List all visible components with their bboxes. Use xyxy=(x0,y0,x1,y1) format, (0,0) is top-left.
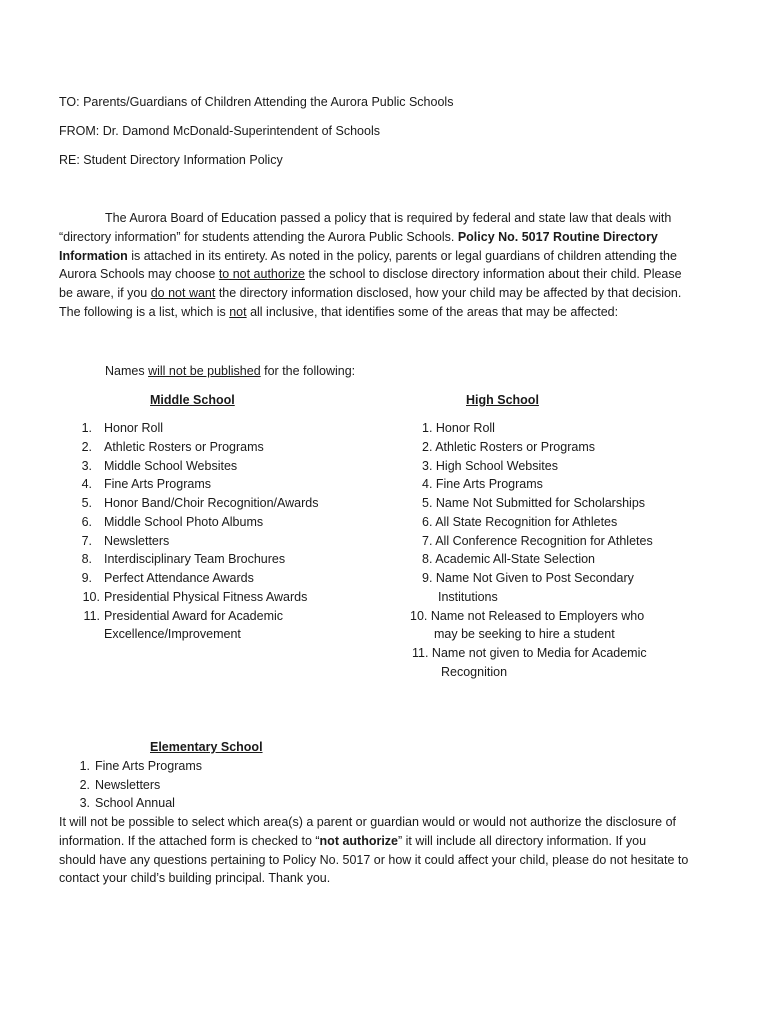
list-item: Newsletters xyxy=(95,778,161,792)
list-number: 8. xyxy=(81,552,92,566)
closing-line: contact your child’s building principal. Thank you. xyxy=(59,871,331,885)
underlined-phrase: will not be published xyxy=(148,364,261,378)
list-item: Fine Arts Programs xyxy=(95,759,202,773)
list-number: 3. xyxy=(79,796,90,810)
high-school-heading: High School xyxy=(466,393,539,407)
list-number: 1. xyxy=(81,421,92,435)
intro-line xyxy=(59,265,682,284)
list-item: Middle School Websites xyxy=(104,459,238,473)
list-item-continuation: may be seeking to hire a student xyxy=(434,627,615,641)
list-item-continuation: Institutions xyxy=(438,590,498,604)
list-item: 2. Athletic Rosters or Programs xyxy=(422,440,595,454)
names-text: Names xyxy=(105,364,149,378)
elementary-school-heading: Elementary School xyxy=(150,740,263,754)
intro-line xyxy=(59,247,677,266)
list-number: 2. xyxy=(79,778,90,792)
intro-text: the school to disclose directory information about their child. Please xyxy=(304,267,682,281)
intro-line xyxy=(59,303,618,322)
list-item: Fine Arts Programs xyxy=(104,477,211,491)
list-item: 6. All State Recognition for Athletes xyxy=(422,515,618,529)
list-number: 4. xyxy=(81,477,92,491)
list-item: 9. Name Not Given to Post Secondary xyxy=(422,571,634,585)
list-item-continuation: Excellence/Improvement xyxy=(104,627,241,641)
closing-text: information. If the attached form is checked to “ xyxy=(59,834,320,848)
intro-text: all inclusive, that identifies some of the areas that may be affected: xyxy=(246,305,619,319)
intro-text: be aware, if you xyxy=(59,286,151,300)
list-item: 10. Name not Released to Employers who xyxy=(410,609,645,623)
list-item: 5. Name Not Submitted for Scholarships xyxy=(422,496,646,510)
intro-text: is attached in its entirety. As noted in the policy, parents or legal guardians of children attending the xyxy=(127,249,677,263)
list-item: Athletic Rosters or Programs xyxy=(104,440,264,454)
list-item-continuation: Recognition xyxy=(441,665,508,679)
closing-line: It will not be possible to select which area(s) a parent or guardian would or would not authorize the disclosure of xyxy=(59,815,677,829)
list-number: 2. xyxy=(81,440,92,454)
list-item: Newsletters xyxy=(104,534,170,548)
policy-title-bold: Policy No. 5017 Routine Directory xyxy=(457,230,658,244)
not-authorize-bold: not authorize xyxy=(319,834,399,848)
list-item: Presidential Award for Academic xyxy=(104,609,284,623)
list-item: Interdisciplinary Team Brochures xyxy=(104,552,286,566)
policy-title-bold: Information xyxy=(59,249,128,263)
list-number: 10. xyxy=(82,590,100,604)
list-number: 7. xyxy=(81,534,92,548)
list-number: 9. xyxy=(81,571,92,585)
underlined-phrase: not xyxy=(229,305,247,319)
names-not-published-line xyxy=(105,362,355,381)
intro-line xyxy=(59,228,658,247)
closing-line xyxy=(59,832,646,851)
middle-school-heading: Middle School xyxy=(150,393,235,407)
memo-to-line: TO: Parents/Guardians of Children Attending the Aurora Public Schools xyxy=(59,95,454,109)
list-item: 8. Academic All-State Selection xyxy=(422,552,596,566)
list-number: 3. xyxy=(81,459,92,473)
closing-text: ” it will include all directory information. If you xyxy=(398,834,647,848)
memo-re-line: RE: Student Directory Information Policy xyxy=(59,153,283,167)
list-number: 5. xyxy=(81,496,92,510)
list-item: 1. Honor Roll xyxy=(422,421,495,435)
list-number: 6. xyxy=(81,515,92,529)
list-item: Honor Roll xyxy=(104,421,164,435)
list-number: 1. xyxy=(79,759,90,773)
closing-line: should have any questions pertaining to Policy No. 5017 or how it could affect your child, please do not hesitate to xyxy=(59,853,689,867)
list-item: Presidential Physical Fitness Awards xyxy=(104,590,308,604)
list-item: School Annual xyxy=(95,796,175,810)
list-item: 11. Name not given to Media for Academic xyxy=(412,646,647,660)
intro-text: “directory information” for students attending the Aurora Public Schools. xyxy=(59,230,458,244)
intro-line: The Aurora Board of Education passed a policy that is required by federal and state law that deals with xyxy=(105,211,672,225)
list-item: Honor Band/Choir Recognition/Awards xyxy=(104,496,319,510)
list-item: 4. Fine Arts Programs xyxy=(422,477,543,491)
memo-from-line: FROM: Dr. Damond McDonald-Superintendent of Schools xyxy=(59,124,380,138)
list-item: 7. All Conference Recognition for Athletes xyxy=(422,534,653,548)
intro-text: the directory information disclosed, how your child may be affected by that decision. xyxy=(215,286,682,300)
intro-text: The following is a list, which is xyxy=(59,305,230,319)
intro-line xyxy=(59,284,681,303)
underlined-phrase: do not want xyxy=(150,286,216,300)
underlined-phrase: to not authorize xyxy=(218,267,305,281)
intro-text: Aurora Schools may choose xyxy=(59,267,219,281)
list-number: 11. xyxy=(83,609,100,623)
names-text: for the following: xyxy=(260,364,356,378)
list-item: Perfect Attendance Awards xyxy=(104,571,254,585)
list-item: Middle School Photo Albums xyxy=(104,515,264,529)
list-item: 3. High School Websites xyxy=(422,459,558,473)
